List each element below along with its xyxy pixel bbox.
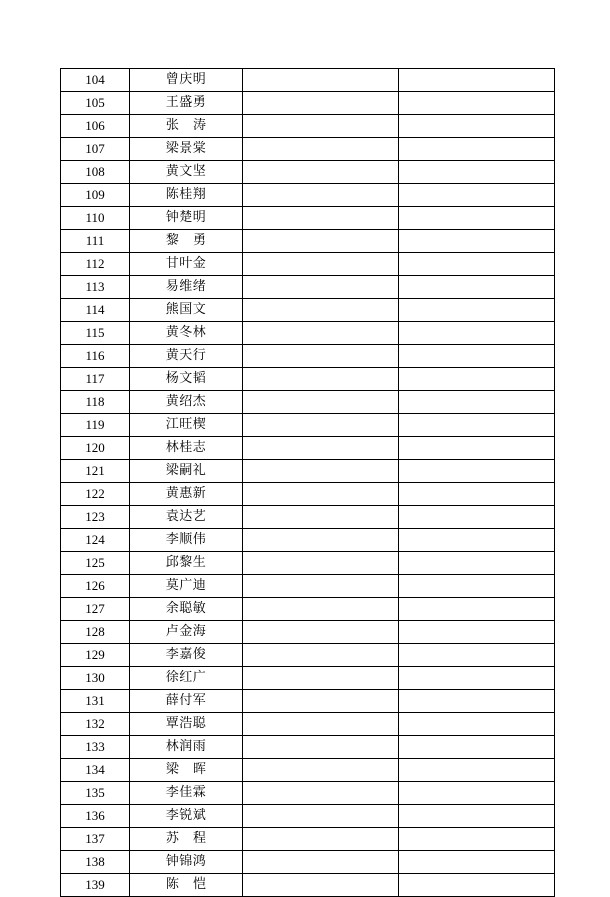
table-row xyxy=(61,736,555,759)
row-number-cell: 111 xyxy=(61,230,130,253)
row-name-cell: 梁景棠 xyxy=(130,138,243,161)
row-third-cell xyxy=(243,322,399,345)
row-name-cell: 张 涛 xyxy=(130,115,243,138)
row-name-cell: 徐红广 xyxy=(130,667,243,690)
row-third-cell xyxy=(243,483,399,506)
row-third-cell xyxy=(243,713,399,736)
row-number-cell: 130 xyxy=(61,667,130,690)
table-row xyxy=(61,667,555,690)
row-fourth-cell xyxy=(399,184,555,207)
row-fourth-cell xyxy=(399,253,555,276)
row-number-cell: 133 xyxy=(61,736,130,759)
row-name-cell: 陈桂翔 xyxy=(130,184,243,207)
row-name-cell: 曾庆明 xyxy=(130,69,243,92)
row-name-cell: 梁嗣礼 xyxy=(130,460,243,483)
row-number-cell: 117 xyxy=(61,368,130,391)
row-third-cell xyxy=(243,92,399,115)
row-name-cell: 钟锦鸿 xyxy=(130,851,243,874)
roster-table-body xyxy=(61,69,555,897)
row-third-cell xyxy=(243,69,399,92)
row-number-cell: 105 xyxy=(61,92,130,115)
table-row xyxy=(61,713,555,736)
row-third-cell xyxy=(243,184,399,207)
row-fourth-cell xyxy=(399,690,555,713)
row-name-cell: 余聪敏 xyxy=(130,598,243,621)
row-name-cell: 卢金海 xyxy=(130,621,243,644)
table-row xyxy=(61,391,555,414)
row-fourth-cell xyxy=(399,805,555,828)
row-name-cell: 陈 恺 xyxy=(130,874,243,897)
row-fourth-cell xyxy=(399,322,555,345)
row-fourth-cell xyxy=(399,115,555,138)
row-number-cell: 128 xyxy=(61,621,130,644)
table-row xyxy=(61,207,555,230)
row-number-cell: 131 xyxy=(61,690,130,713)
row-third-cell xyxy=(243,276,399,299)
row-number-cell: 134 xyxy=(61,759,130,782)
row-name-cell: 薛付军 xyxy=(130,690,243,713)
row-fourth-cell xyxy=(399,506,555,529)
row-fourth-cell xyxy=(399,552,555,575)
row-third-cell xyxy=(243,161,399,184)
row-name-cell: 袁达艺 xyxy=(130,506,243,529)
row-number-cell: 122 xyxy=(61,483,130,506)
row-third-cell xyxy=(243,529,399,552)
row-third-cell xyxy=(243,575,399,598)
table-row xyxy=(61,276,555,299)
row-number-cell: 113 xyxy=(61,276,130,299)
table-row xyxy=(61,92,555,115)
row-third-cell xyxy=(243,207,399,230)
row-fourth-cell xyxy=(399,368,555,391)
row-third-cell xyxy=(243,138,399,161)
row-third-cell xyxy=(243,253,399,276)
table-row xyxy=(61,299,555,322)
row-name-cell: 甘叶金 xyxy=(130,253,243,276)
table-row xyxy=(61,184,555,207)
table-row xyxy=(61,138,555,161)
table-row xyxy=(61,414,555,437)
row-fourth-cell xyxy=(399,575,555,598)
row-third-cell xyxy=(243,621,399,644)
row-name-cell: 李锐斌 xyxy=(130,805,243,828)
row-number-cell: 119 xyxy=(61,414,130,437)
row-name-cell: 易维绪 xyxy=(130,276,243,299)
row-number-cell: 108 xyxy=(61,161,130,184)
row-number-cell: 109 xyxy=(61,184,130,207)
row-third-cell xyxy=(243,345,399,368)
row-third-cell xyxy=(243,805,399,828)
row-third-cell xyxy=(243,759,399,782)
row-number-cell: 124 xyxy=(61,529,130,552)
table-row xyxy=(61,506,555,529)
row-name-cell: 李佳霖 xyxy=(130,782,243,805)
row-number-cell: 112 xyxy=(61,253,130,276)
table-row xyxy=(61,253,555,276)
row-third-cell xyxy=(243,437,399,460)
row-name-cell: 黄天行 xyxy=(130,345,243,368)
table-row xyxy=(61,115,555,138)
row-number-cell: 125 xyxy=(61,552,130,575)
table-row xyxy=(61,644,555,667)
row-third-cell xyxy=(243,874,399,897)
row-number-cell: 121 xyxy=(61,460,130,483)
row-name-cell: 黄冬林 xyxy=(130,322,243,345)
row-number-cell: 106 xyxy=(61,115,130,138)
row-name-cell: 李顺伟 xyxy=(130,529,243,552)
row-name-cell: 莫广迪 xyxy=(130,575,243,598)
row-third-cell xyxy=(243,299,399,322)
row-name-cell: 梁 晖 xyxy=(130,759,243,782)
row-name-cell: 苏 程 xyxy=(130,828,243,851)
row-third-cell xyxy=(243,414,399,437)
table-row xyxy=(61,345,555,368)
table-row xyxy=(61,621,555,644)
row-number-cell: 116 xyxy=(61,345,130,368)
row-third-cell xyxy=(243,552,399,575)
row-third-cell xyxy=(243,851,399,874)
table-row xyxy=(61,690,555,713)
row-fourth-cell xyxy=(399,230,555,253)
row-fourth-cell xyxy=(399,759,555,782)
row-fourth-cell xyxy=(399,414,555,437)
row-number-cell: 118 xyxy=(61,391,130,414)
row-name-cell: 熊国文 xyxy=(130,299,243,322)
table-row xyxy=(61,782,555,805)
row-fourth-cell xyxy=(399,621,555,644)
table-row xyxy=(61,851,555,874)
row-third-cell xyxy=(243,667,399,690)
row-fourth-cell xyxy=(399,391,555,414)
row-number-cell: 138 xyxy=(61,851,130,874)
table-row xyxy=(61,805,555,828)
table-row xyxy=(61,874,555,897)
row-number-cell: 107 xyxy=(61,138,130,161)
row-name-cell: 钟楚明 xyxy=(130,207,243,230)
table-row xyxy=(61,483,555,506)
row-number-cell: 129 xyxy=(61,644,130,667)
row-name-cell: 邱黎生 xyxy=(130,552,243,575)
row-third-cell xyxy=(243,782,399,805)
table-row xyxy=(61,161,555,184)
table-row xyxy=(61,759,555,782)
row-fourth-cell xyxy=(399,69,555,92)
row-number-cell: 115 xyxy=(61,322,130,345)
row-fourth-cell xyxy=(399,207,555,230)
row-name-cell: 黎 勇 xyxy=(130,230,243,253)
row-name-cell: 黄文坚 xyxy=(130,161,243,184)
row-fourth-cell xyxy=(399,161,555,184)
row-fourth-cell xyxy=(399,299,555,322)
row-fourth-cell xyxy=(399,851,555,874)
table-row xyxy=(61,69,555,92)
roster-table-container xyxy=(60,68,550,897)
row-fourth-cell xyxy=(399,276,555,299)
row-name-cell: 李嘉俊 xyxy=(130,644,243,667)
row-name-cell: 江旺楔 xyxy=(130,414,243,437)
row-third-cell xyxy=(243,391,399,414)
table-row xyxy=(61,598,555,621)
row-third-cell xyxy=(243,828,399,851)
roster-table xyxy=(60,68,555,897)
row-third-cell xyxy=(243,460,399,483)
row-fourth-cell xyxy=(399,345,555,368)
row-third-cell xyxy=(243,598,399,621)
row-third-cell xyxy=(243,644,399,667)
row-third-cell xyxy=(243,230,399,253)
row-fourth-cell xyxy=(399,667,555,690)
row-number-cell: 132 xyxy=(61,713,130,736)
table-row xyxy=(61,230,555,253)
row-name-cell: 覃浩聪 xyxy=(130,713,243,736)
row-name-cell: 王盛勇 xyxy=(130,92,243,115)
table-row xyxy=(61,460,555,483)
row-third-cell xyxy=(243,690,399,713)
row-name-cell: 杨文韬 xyxy=(130,368,243,391)
row-number-cell: 135 xyxy=(61,782,130,805)
row-fourth-cell xyxy=(399,598,555,621)
row-number-cell: 114 xyxy=(61,299,130,322)
row-third-cell xyxy=(243,736,399,759)
row-fourth-cell xyxy=(399,460,555,483)
row-number-cell: 127 xyxy=(61,598,130,621)
row-fourth-cell xyxy=(399,529,555,552)
row-number-cell: 123 xyxy=(61,506,130,529)
row-number-cell: 120 xyxy=(61,437,130,460)
table-row xyxy=(61,529,555,552)
row-name-cell: 黄惠新 xyxy=(130,483,243,506)
row-fourth-cell xyxy=(399,828,555,851)
row-number-cell: 136 xyxy=(61,805,130,828)
row-third-cell xyxy=(243,368,399,391)
row-number-cell: 139 xyxy=(61,874,130,897)
row-number-cell: 137 xyxy=(61,828,130,851)
table-row xyxy=(61,322,555,345)
table-row xyxy=(61,552,555,575)
row-fourth-cell xyxy=(399,782,555,805)
table-row xyxy=(61,437,555,460)
row-number-cell: 104 xyxy=(61,69,130,92)
table-row xyxy=(61,575,555,598)
row-name-cell: 林润雨 xyxy=(130,736,243,759)
row-fourth-cell xyxy=(399,92,555,115)
table-row xyxy=(61,828,555,851)
row-name-cell: 黄绍杰 xyxy=(130,391,243,414)
row-fourth-cell xyxy=(399,138,555,161)
row-third-cell xyxy=(243,115,399,138)
row-fourth-cell xyxy=(399,736,555,759)
row-number-cell: 110 xyxy=(61,207,130,230)
row-fourth-cell xyxy=(399,713,555,736)
row-number-cell: 126 xyxy=(61,575,130,598)
row-name-cell: 林桂志 xyxy=(130,437,243,460)
row-fourth-cell xyxy=(399,644,555,667)
row-third-cell xyxy=(243,506,399,529)
row-fourth-cell xyxy=(399,483,555,506)
row-fourth-cell xyxy=(399,437,555,460)
table-row xyxy=(61,368,555,391)
row-fourth-cell xyxy=(399,874,555,897)
